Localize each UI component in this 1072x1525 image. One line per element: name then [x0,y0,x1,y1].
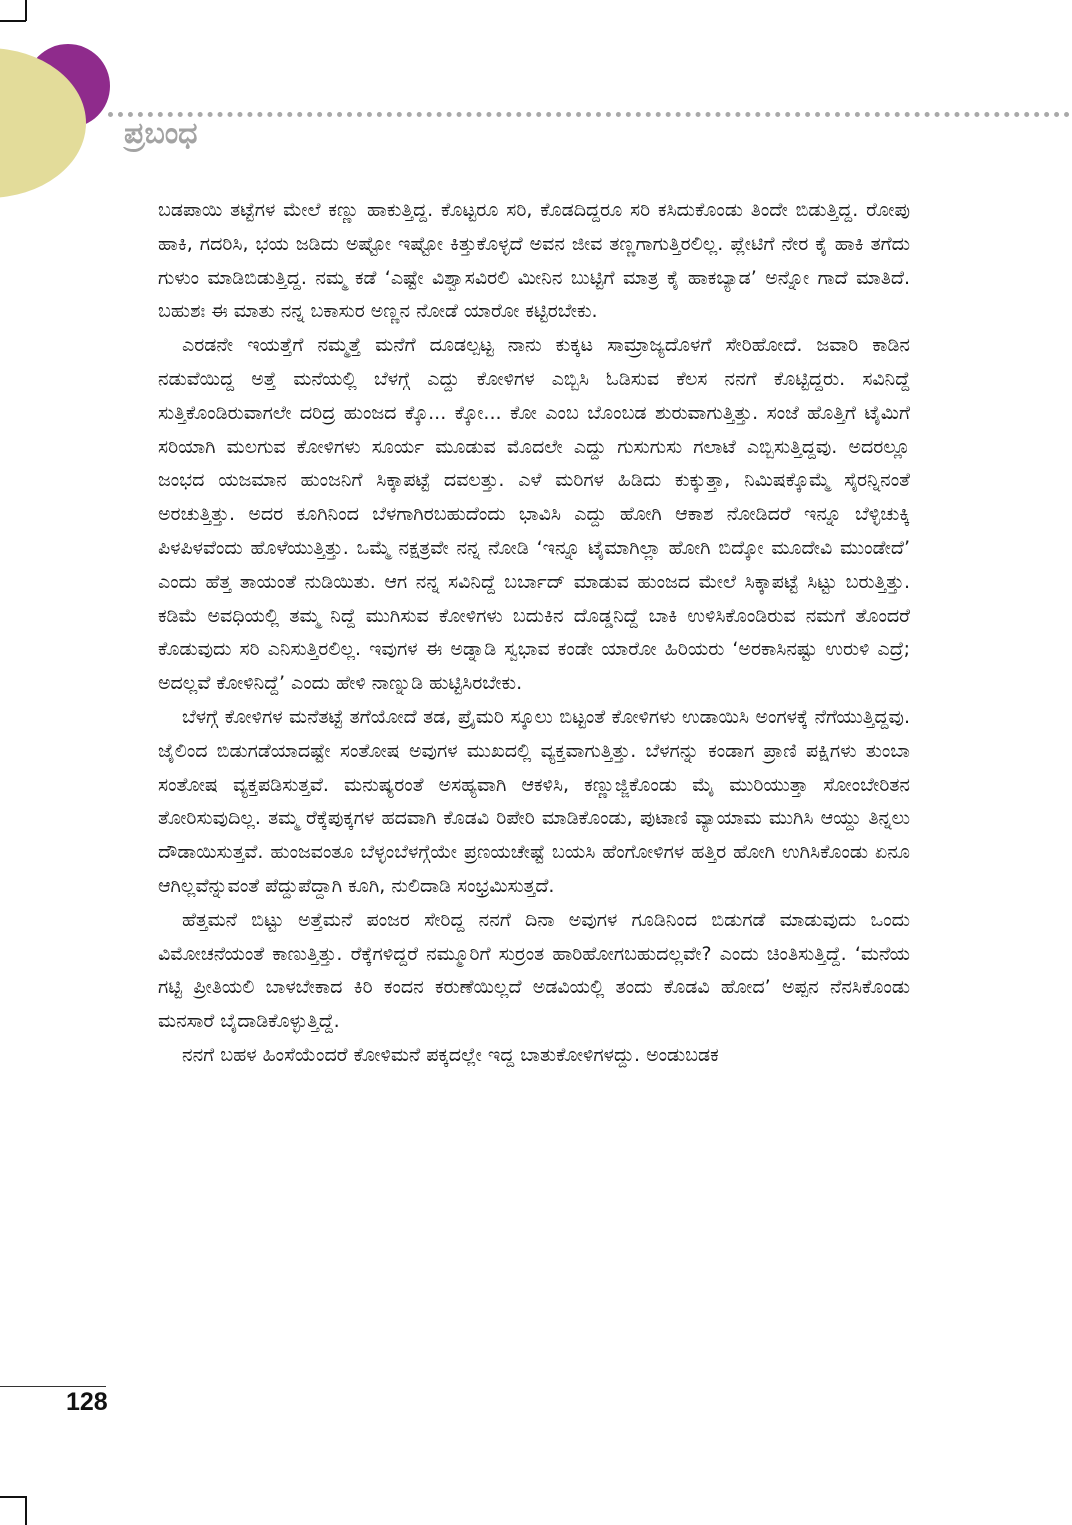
crop-mark-top-left [0,20,26,22]
crop-mark-bottom-left-vertical [25,1496,27,1525]
page-number: 128 [66,1388,108,1416]
paragraph: ನನಗೆ ಬಹಳ ಹಿಂಸೆಯೆಂದರೆ ಕೋಳಿಮನೆ ಪಕ್ಕದಲ್ಲೇ ಇದ್ದ ಬಾತುಕೋಳಿಗಳದ್ದು. ಅಂಡುಬಡಕ [182,1043,719,1066]
crop-mark-bottom-left [0,1496,26,1498]
header-dotted-rule [108,112,1070,117]
article-body [158,194,910,1073]
paragraph: ಬೆಳಗ್ಗೆ ಕೋಳಿಗಳ ಮನೆತಟ್ಟೆ ತಗೆಯೋದೆ ತಡ, ಪ್ರೈಮರಿ ಸ್ಕೂಲು ಬಿಟ್ಟಂತೆ ಕೋಳಿಗಳು ಉಡಾಯಿಸಿ ಅಂಗಳಕ್ಕೆ ನೆಗೆಯುತ್ತಿದ್ದವು. ಜೈಲಿಂದ ಬಿಡುಗಡೆಯಾದಷ್ಟೇ ಸಂತೋಷ ಅವುಗಳ ಮುಖದಲ್ಲಿ ವ್ಯಕ್ತವಾಗುತ್ತಿತ್ತು. ಬೆಳಗನ್ನು ಕಂಡಾಗ ಪ್ರಾಣಿ ಪಕ್ಷಿಗಳು ತುಂಬಾ ಸಂತೋಷ ವ್ಯಕ್ತಪಡಿಸುತ್ತವೆ. ಮನುಷ್ಯರಂತೆ ಅಸಹ್ಯವಾಗಿ ಆಕಳಿಸಿ, ಕಣ್ಣುಜ್ಜಿಕೊಂಡು ಮೈ ಮುರಿಯುತ್ತಾ ಸೋಂಬೇರಿತನ ತೋರಿಸುವುದಿಲ್ಲ. ತಮ್ಮ ರೆಕ್ಕೆಪುಕ್ಕಗಳ ಹದವಾಗಿ ಕೊಡವಿ ರಿಪೇರಿ ಮಾಡಿಕೊಂಡು, ಪುಟಾಣಿ ವ್ಯಾಯಾಮ ಮುಗಿಸಿ ಆಯ್ದು ತಿನ್ನಲು ದೌಡಾಯಿಸುತ್ತವೆ. ಹುಂಜವಂತೂ ಬೆಳ್ಳಂಬೆಳಗ್ಗೆಯೇ ಪ್ರಣಯಚೇಷ್ಟೆ ಬಯಸಿ ಹೆಂಗೋಳಿಗಳ ಹತ್ತಿರ ಹೋಗಿ ಉಗಿಸಿಕೊಂಡು ಏನೂ ಆಗಿಲ್ಲವೆನ್ನುವಂತೆ ಪೆದ್ದುಪೆದ್ದಾಗಿ ಕೂಗಿ, ನುಲಿದಾಡಿ ಸಂಭ್ರಮಿಸುತ್ತದೆ. [158,705,910,897]
paragraph: ಎರಡನೇ ಇಯತ್ತೆಗೆ ನಮ್ಮತ್ತೆ ಮನೆಗೆ ದೂಡಲ್ಪಟ್ಟ ನಾನು ಕುಕ್ಕಟ ಸಾಮ್ರಾಜ್ಯದೊಳಗೆ ಸೇರಿಹೋದೆ. ಜವಾರಿ ಕಾಡಿನ ನಡುವೆಯಿದ್ದ ಅತ್ತೆ ಮನೆಯಲ್ಲಿ ಬೆಳಗ್ಗೆ ಎದ್ದು ಕೋಳಿಗಳ ಎಬ್ಬಿಸಿ ಓಡಿಸುವ ಕೆಲಸ ನನಗೆ ಕೊಟ್ಟಿದ್ದರು. ಸವಿನಿದ್ದೆ ಸುತ್ತಿಕೊಂಡಿರುವಾಗಲೇ ದರಿದ್ರ ಹುಂಜದ ಕ್ಕೊ... ಕ್ಕೋ... ಕೋ ಎಂಬ ಬೊಂಬಡ ಶುರುವಾಗುತ್ತಿತ್ತು. ಸಂಜೆ ಹೊತ್ತಿಗೆ ಟೈಮಿಗೆ ಸರಿಯಾಗಿ ಮಲಗುವ ಕೋಳಿಗಳು ಸೂರ್ಯ ಮೂಡುವ ಮೊದಲೇ ಎದ್ದು ಗುಸುಗುಸು ಗಲಾಟೆ ಎಬ್ಬಿಸುತ್ತಿದ್ದವು. ಅದರಲ್ಲೂ ಜಂಭದ ಯಜಮಾನ ಹುಂಜನಿಗೆ ಸಿಕ್ಕಾಪಟ್ಟೆ ದವಲತ್ತು. ಎಳೆ ಮರಿಗಳ ಹಿಡಿದು ಕುಕ್ಕುತ್ತಾ, ನಿಮಿಷಕ್ಕೊಮ್ಮೆ ಸೈರನ್ನಿನಂತೆ ಅರಚುತ್ತಿತ್ತು. ಅದರ ಕೂಗಿನಿಂದ ಬೆಳಗಾಗಿರಬಹುದೆಂದು ಭಾವಿಸಿ ಎದ್ದು ಹೋಗಿ ಆಕಾಶ ನೋಡಿದರೆ ಇನ್ನೂ ಬೆಳ್ಳಿಚುಕ್ಕಿ ಪಿಳಪಿಳವೆಂದು ಹೊಳೆಯುತ್ತಿತ್ತು. ಒಮ್ಮೆ ನಕ್ಷತ್ರವೇ ನನ್ನ ನೋಡಿ ‘ಇನ್ನೂ ಟೈಮಾಗಿಲ್ಲಾ ಹೋಗಿ ಬಿದ್ಕೋ ಮೂದೇವಿ ಮುಂಡೇದೆ’ ಎಂದು ಹೆತ್ತ ತಾಯಂತೆ ನುಡಿಯಿತು. ಆಗ ನನ್ನ ಸವಿನಿದ್ದೆ ಬರ್ಬಾದ್ ಮಾಡುವ ಹುಂಜದ ಮೇಲೆ ಸಿಕ್ಕಾಪಟ್ಟೆ ಸಿಟ್ಟು ಬರುತ್ತಿತ್ತು. ಕಡಿಮೆ ಅವಧಿಯಲ್ಲಿ ತಮ್ಮ ನಿದ್ದೆ ಮುಗಿಸುವ ಕೋಳಿಗಳು ಬದುಕಿನ ದೊಡ್ಡನಿದ್ದೆ ಬಾಕಿ ಉಳಿಸಿಕೊಂಡಿರುವ ನಮಗೆ ತೊಂದರೆ ಕೊಡುವುದು ಸರಿ ಎನಿಸುತ್ತಿರಲಿಲ್ಲ. ಇವುಗಳ ಈ ಅಡ್ನಾಡಿ ಸ್ವಭಾವ ಕಂಡೇ ಯಾರೋ ಹಿರಿಯರು ‘ಅರಕಾಸಿನಷ್ಟು ಉರುಳಿ ಎದ್ರೆ; ಅದಲ್ಲವೆ ಕೋಳಿನಿದ್ದೆ’ ಎಂದು ಹೇಳಿ ನಾಣ್ನುಡಿ ಹುಟ್ಟಿಸಿರಬೇಕು. [158,334,910,695]
crop-mark-top-left-vertical [25,0,27,21]
section-title: ಪ್ರಬಂಧ [124,116,198,151]
paragraph: ಹೆತ್ತಮನೆ ಬಿಟ್ಟು ಅತ್ತೆಮನೆ ಪಂಜರ ಸೇರಿದ್ದ ನನಗೆ ದಿನಾ ಅವುಗಳ ಗೂಡಿನಿಂದ ಬಿಡುಗಡೆ ಮಾಡುವುದು ಒಂದು ವಿಮೋಚನೆಯಂತೆ ಕಾಣುತ್ತಿತ್ತು. ರೆಕ್ಕೆಗಳಿದ್ದರೆ ನಮ್ಮೂರಿಗೆ ಸುರ್ರಂತ ಹಾರಿಹೋಗಬಹುದಲ್ಲವೇ? ಎಂದು ಚಿಂತಿಸುತ್ತಿದ್ದೆ. ‘ಮನೆಯ ಗಟ್ಟಿ ಪ್ರೀತಿಯಲಿ ಬಾಳಬೇಕಾದ ಕಿರಿ ಕಂದನ ಕರುಣೆಯಿಲ್ಲದೆ ಅಡವಿಯಲ್ಲಿ ತಂದು ಕೊಡವಿ ಹೋದ’ ಅಪ್ಪನ ನೆನಸಿಕೊಂಡು ಮನಸಾರೆ ಬೈದಾಡಿಕೊಳ್ಳುತ್ತಿದ್ದೆ. [158,908,910,1033]
page-number-rule [0,1386,106,1387]
paragraph: ಬಡಪಾಯಿ ತಟ್ಟೆಗಳ ಮೇಲೆ ಕಣ್ಣು ಹಾಕುತ್ತಿದ್ದ. ಕೊಟ್ಟರೂ ಸರಿ, ಕೊಡದಿದ್ದರೂ ಸರಿ ಕಸಿದುಕೊಂಡು ತಿಂದೇ ಬಿಡುತ್ತಿದ್ದ. ರೋಪು ಹಾಕಿ, ಗದರಿಸಿ, ಭಯ ಜಡಿದು ಅಷ್ಟೋ ಇಷ್ಟೋ ಕಿತ್ತುಕೊಳ್ಳದೆ ಅವನ ಜೀವ ತಣ್ಣಗಾಗುತ್ತಿರಲಿಲ್ಲ. ಪ್ಲೇಟಿಗೆ ನೇರ ಕೈ ಹಾಕಿ ತಗೆದು ಗುಳುಂ ಮಾಡಿಬಿಡುತ್ತಿದ್ದ. ನಮ್ಮ ಕಡೆ ‘ಎಷ್ಟೇ ವಿಶ್ವಾಸವಿರಲಿ ಮೀನಿನ ಬುಟ್ಟಿಗೆ ಮಾತ್ರ ಕೈ ಹಾಕಬ್ಯಾಡ’ ಅನ್ನೋ ಗಾದೆ ಮಾತಿದೆ. ಬಹುಶಃ ಈ ಮಾತು ನನ್ನ ಬಕಾಸುರ ಅಣ್ಣನ ನೋಡೆ ಯಾರೋ ಕಟ್ಟಿರಬೇಕು. [158,199,910,323]
